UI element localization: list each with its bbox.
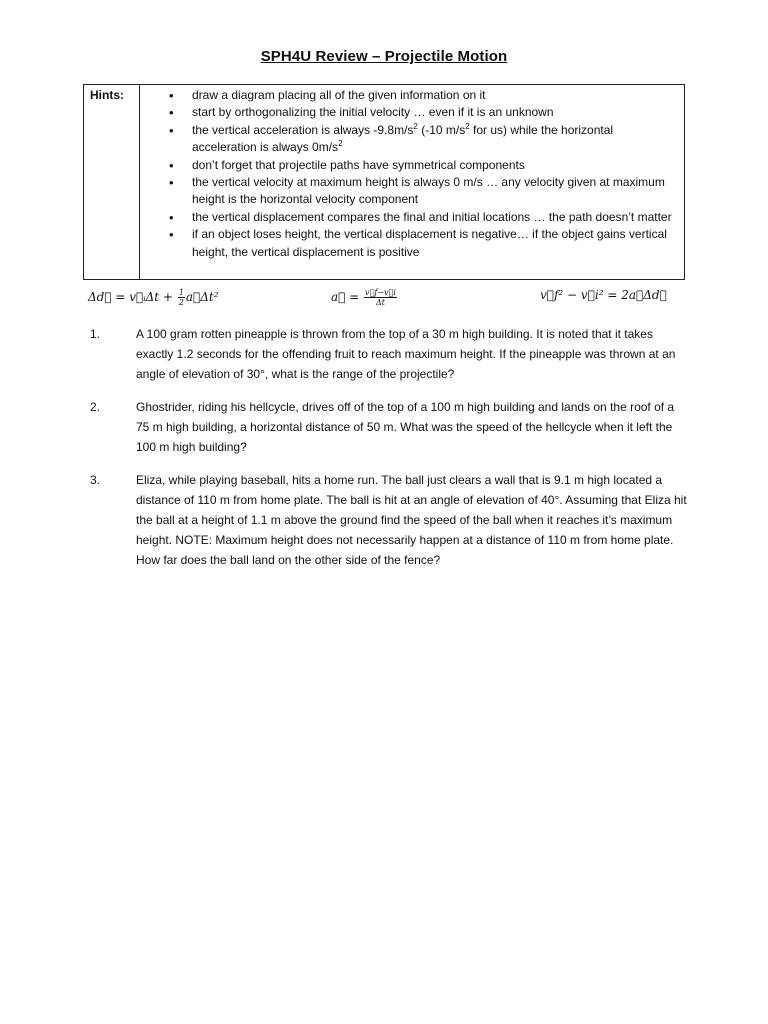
hints-label: Hints:	[84, 85, 140, 279]
velocity-squared-formula: v⃗f² − v⃗i² = 2a⃗Δd⃗	[540, 288, 667, 302]
page-title: SPH4U Review – Projectile Motion	[260, 48, 508, 65]
formula-text: Δd⃗ = v⃗ᵢΔt +	[88, 290, 177, 304]
acceleration-formula	[331, 288, 398, 307]
hints-table	[83, 84, 685, 280]
hint-text: start by orthogonalizing the initial velocity … even if it is an unknown	[192, 105, 554, 120]
hint-text: the vertical displacement compares the final and initial locations … the path doesn’t matter	[192, 209, 672, 224]
hint-item	[140, 122, 680, 157]
hint-item	[140, 209, 680, 226]
hint-text: the vertical acceleration is always -9.8m/s	[192, 122, 414, 137]
formula-text: a⃗Δt²	[185, 290, 219, 304]
fraction	[178, 288, 185, 307]
hint-item	[140, 157, 680, 174]
superscript: 2	[465, 121, 470, 131]
superscript: 2	[338, 139, 343, 149]
fraction-denominator: Δt	[375, 298, 385, 307]
displacement-formula	[88, 288, 219, 307]
question-number: 1.	[90, 327, 101, 341]
question-text: A 100 gram rotten pineapple is thrown from the top of a 30 m high building. It is noted that it takes exactly 1.2 seconds for the offending fruit to reach maximum height. If the pineapple was thrown at an angle of elevation of 30°, what is the range of the projectile?	[136, 327, 676, 381]
question-number: 3.	[90, 473, 101, 487]
hint-text: don’t forget that projectile paths have symmetrical components	[192, 157, 525, 172]
hint-text: (-10 m/s	[417, 122, 466, 137]
superscript: 2	[413, 121, 418, 131]
hint-item	[140, 174, 680, 209]
hint-item	[140, 87, 680, 104]
formula-row	[88, 288, 667, 310]
fraction	[364, 288, 397, 307]
hints-list-cell	[140, 85, 684, 279]
question-item	[90, 470, 690, 570]
fraction-denominator: 2	[178, 298, 184, 307]
formula-text: a⃗ =	[331, 290, 364, 304]
question-number: 2.	[90, 400, 101, 414]
hint-text: for us) while the horizontal acceleration is always 0m/s	[192, 122, 614, 155]
question-item	[90, 397, 690, 457]
fraction-numerator: v⃗f−v⃗i	[365, 288, 396, 297]
hints-list	[140, 87, 680, 261]
hint-text: if an object loses height, the vertical displacement is negative… if the object gains vertical height, the vertical displacement is positive	[192, 227, 667, 259]
hint-item	[140, 104, 680, 121]
question-list	[90, 324, 690, 583]
question-text: Eliza, while playing baseball, hits a home run. The ball just clears a wall that is 9.1 m high located a distance of 110 m from home plate. The ball is hit at an angle of elevation of 40°. Assuming that Eliza hit the ball at a height of 1.1 m above the ground find the speed of the ball when it reaches it’s maximum height. NOTE: Maximum height does not necessarily happen at a distance of 110 m from home plate. How far does the ball land on the other side of the fence?	[136, 473, 687, 567]
fraction-numerator: 1	[178, 288, 184, 297]
hint-text: the vertical velocity at maximum height is always 0 m/s … any velocity given at maximum height is the horizontal velocity component	[192, 175, 665, 207]
question-text: Ghostrider, riding his hellcycle, drives off of the top of a 100 m high building and lands on the roof of a 75 m high building, a horizontal distance of 50 m. What was the speed of the hellcycle when it left the 100 m high building?	[136, 400, 675, 454]
hint-item	[140, 226, 680, 261]
hint-text: draw a diagram placing all of the given information on it	[192, 88, 486, 102]
question-item	[90, 324, 690, 384]
